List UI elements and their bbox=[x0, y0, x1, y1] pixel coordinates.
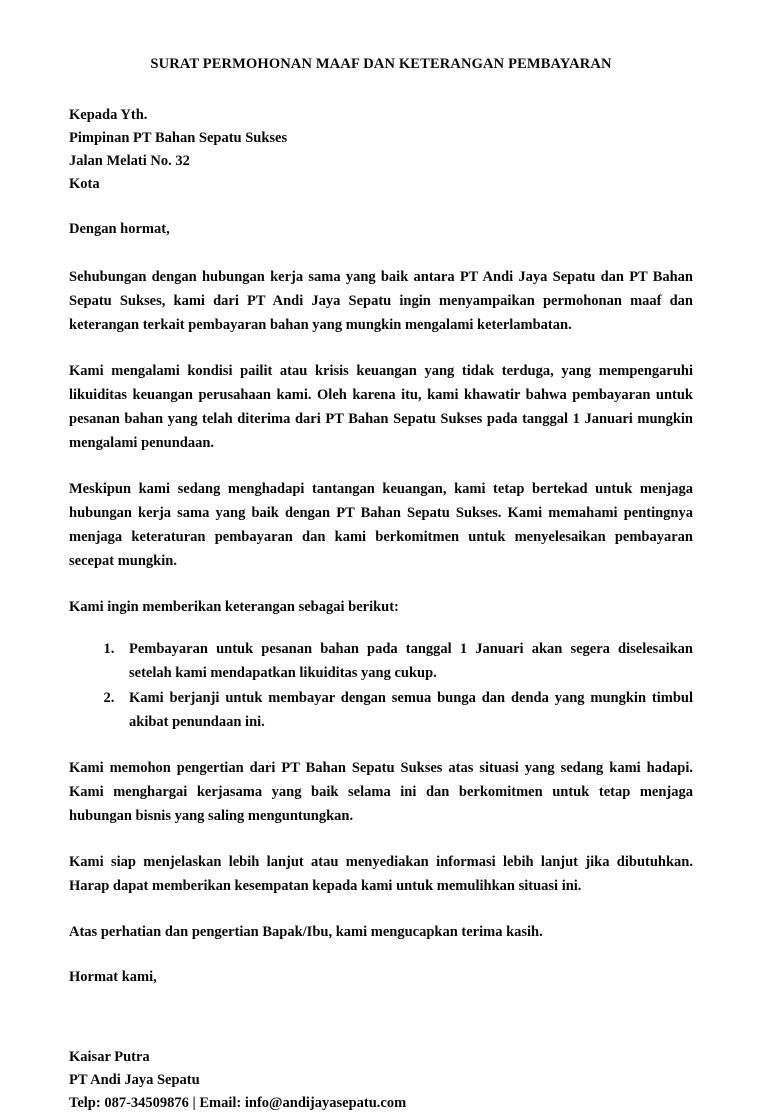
salutation: Dengan hormat, bbox=[69, 221, 170, 237]
signature-space bbox=[69, 999, 693, 1046]
recipient-line-3: Jalan Melati No. 32 bbox=[69, 153, 190, 169]
signature-block bbox=[69, 1046, 693, 1115]
recipient-line-2: Pimpinan PT Bahan Sepatu Sukses bbox=[69, 130, 288, 146]
numbered-list bbox=[69, 637, 693, 734]
closing-paragraph-3: Atas perhatian dan pengertian Bapak/Ibu, kami mengucapkan terima kasih. bbox=[69, 924, 543, 940]
letter-content bbox=[69, 54, 693, 1115]
list-item: 2. Kami berjanji untuk membayar dengan semua bunga dan denda yang mungkin timbul akibat penundaan ini. bbox=[118, 686, 693, 734]
closing-paragraph-2: Kami siap menjelaskan lebih lanjut atau menyediakan informasi lebih lanjut jika dibutuhkan. Harap dapat memberikan kesempatan kepada kami untuk memulihkan situasi ini. bbox=[69, 854, 693, 894]
body-paragraph-2: Kami mengalami kondisi pailit atau krisis keuangan yang tidak terduga, yang mempengaruhi likuiditas keuangan perusahaan kami. Oleh karena itu, kami khawatir bahwa pembayaran untuk pesanan bahan yang telah diterima dari PT Bahan Sepatu Sukses pada tanggal 1 Januari mungkin mengalami penundaan. bbox=[69, 363, 693, 451]
signer-contact: Telp: 087-34509876 | Email: info@andijayasepatu.com bbox=[69, 1095, 407, 1111]
body-paragraph-3: Meskipun kami sedang menghadapi tantangan keuangan, kami tetap bertekad untuk menjaga hubungan kerja sama yang baik dengan PT Bahan Sepatu Sukses. Kami memahami pentingnya menjaga keteraturan pembayaran dan kami berkomitmen untuk menyelesaikan pembayaran secepat mungkin. bbox=[69, 481, 693, 569]
signer-company: PT Andi Jaya Sepatu bbox=[69, 1072, 200, 1088]
page-title: SURAT PERMOHONAN MAAF DAN KETERANGAN PEMBAYARAN bbox=[150, 56, 612, 72]
closing-paragraph-1: Kami memohon pengertian dari PT Bahan Sepatu Sukses atas situasi yang sedang kami hadapi. Kami menghargai kerjasama yang baik selama ini dan berkomitmen untuk tetap menjaga hubungan bisnis yang saling menguntungkan. bbox=[69, 760, 693, 824]
recipient-line-1: Kepada Yth. bbox=[69, 107, 148, 123]
recipient-address-block bbox=[69, 104, 693, 196]
sign-off: Hormat kami, bbox=[69, 969, 157, 985]
list-intro: Kami ingin memberikan keterangan sebagai berikut: bbox=[69, 599, 399, 615]
recipient-line-4: Kota bbox=[69, 176, 100, 192]
body-paragraph-1: Sehubungan dengan hubungan kerja sama yang baik antara PT Andi Jaya Sepatu dan PT Bahan Sepatu Sukses, kami dari PT Andi Jaya Sepatu ingin menyampaikan permohonan maaf dan keterangan terkait pembayaran bahan yang mungkin mengalami keterlambatan. bbox=[69, 269, 693, 333]
signer-name: Kaisar Putra bbox=[69, 1049, 150, 1065]
list-item: 1. Pembayaran untuk pesanan bahan pada tanggal 1 Januari akan segera diselesaikan setelah kami mendapatkan likuiditas yang cukup. bbox=[118, 637, 693, 685]
